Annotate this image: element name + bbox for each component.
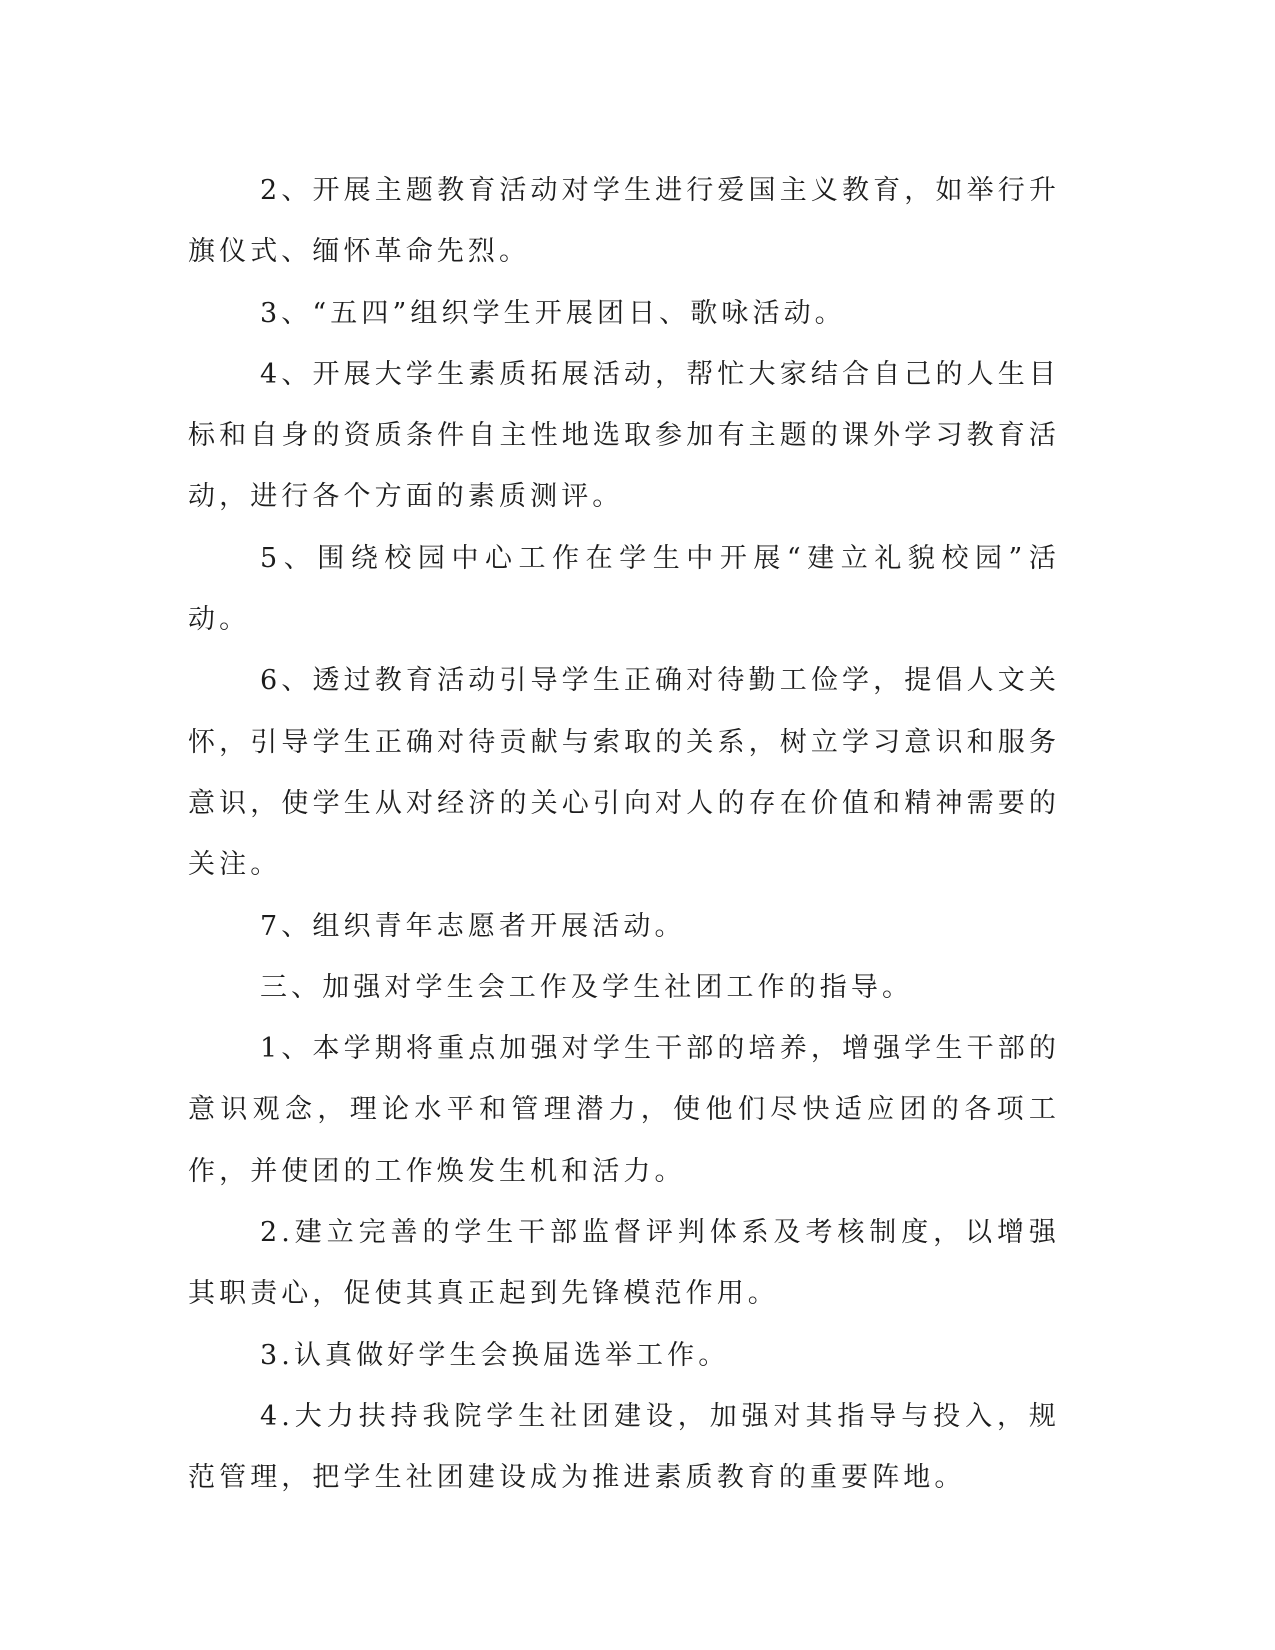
- paragraph-item-7: 7、组织青年志愿者开展活动。: [260, 910, 686, 942]
- paragraph-subitem-4: 4.大力扶持我院学生社团建设，加强对其指导与投入，规范管理，把学生社团建设成为推进素质教育的重要阵地。: [188, 1400, 1060, 1494]
- paragraph-item-4: 4、开展大学生素质拓展活动，帮忙大家结合自己的人生目标和自身的资质条件自主性地选取参加有主题的课外学习教育活动，进行各个方面的素质测评。: [188, 358, 1060, 513]
- paragraph-subitem-2: 2.建立完善的学生干部监督评判体系及考核制度，以增强其职责心，促使其真正起到先锋模范作用。: [188, 1217, 1060, 1310]
- paragraph-item-5: 5、围绕校园中心工作在学生中开展“建立礼貌校园”活动。: [188, 542, 1060, 636]
- paragraph-item-3: 3、“五四”组织学生开展团日、歌咏活动。: [260, 297, 846, 329]
- document-body: [188, 160, 1060, 1509]
- paragraph-item-6: 6、透过教育活动引导学生正确对待勤工俭学，提倡人文关怀，引导学生正确对待贡献与索取的关系，树立学习意识和服务意识，使学生从对经济的关心引向对人的存在价值和精神需要的关注。: [188, 665, 1060, 881]
- paragraph-item-2: 2、开展主题教育活动对学生进行爱国主义教育，如举行升旗仪式、缅怀革命先烈。: [188, 175, 1060, 268]
- paragraph-subitem-1: 1、本学期将重点加强对学生干部的培养，增强学生干部的意识观念，理论水平和管理潜力，使他们尽快适应团的各项工作，并使团的工作焕发生机和活力。: [188, 1033, 1060, 1187]
- paragraph-subitem-3: 3.认真做好学生会换届选举工作。: [260, 1339, 730, 1371]
- section-heading-three: 三、加强对学生会工作及学生社团工作的指导。: [260, 971, 914, 1003]
